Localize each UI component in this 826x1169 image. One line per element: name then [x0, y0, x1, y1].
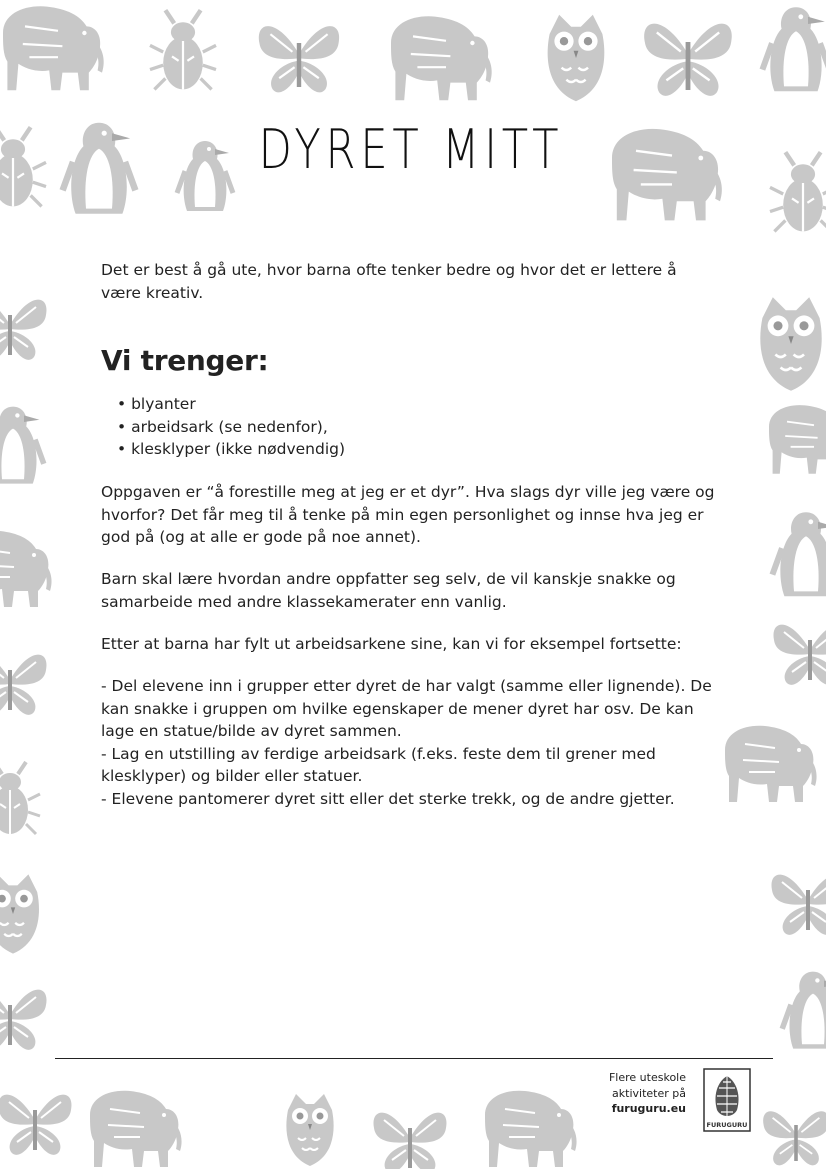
elephant-icon — [769, 405, 826, 474]
butterfly-icon — [259, 26, 339, 92]
elephant-icon — [0, 531, 52, 607]
footer-divider — [55, 1058, 773, 1059]
elephant-icon — [391, 16, 492, 100]
penguin-icon — [0, 407, 44, 484]
penguin-icon — [63, 123, 136, 214]
butterfly-icon — [0, 300, 47, 360]
beetle-icon — [770, 152, 826, 231]
activity-item: - Elevene pantomerer dyret sitt eller det sterke trekk, og de andre gjetter. — [101, 789, 675, 808]
elephant-icon — [725, 726, 817, 802]
elephant-icon — [3, 6, 104, 90]
butterfly-icon — [644, 24, 732, 96]
list-item: • arbeidsark (se nedenfor), — [117, 416, 345, 439]
footer-text — [560, 1070, 686, 1117]
beetle-icon — [150, 10, 216, 89]
needs-heading: Vi trenger: — [101, 344, 269, 377]
beetle-icon — [0, 127, 46, 206]
activities-block — [101, 675, 721, 810]
owl-icon — [548, 15, 605, 101]
penguin-icon — [782, 972, 826, 1049]
activity-item: - Lag en utstilling av ferdige arbeidsark (f.eks. feste dem til grener med klesklyper) og bilder eller statuer. — [101, 744, 656, 785]
owl-icon — [286, 1094, 333, 1166]
penguin-icon — [762, 7, 826, 91]
elephant-icon — [90, 1091, 182, 1167]
page-title: DYRET MITT — [258, 118, 564, 181]
needs-list — [117, 393, 345, 461]
butterfly-icon — [0, 990, 47, 1050]
logo-wordmark: FURUGURU — [706, 1121, 748, 1129]
continue-paragraph: Etter at barna har fylt ut arbeidsarkene sine, kan vi for eksempel fortsette: — [101, 635, 682, 653]
footer-line-2: aktiviteter på — [612, 1086, 686, 1100]
intro-paragraph: Det er best å gå ute, hvor barna ofte tenker bedre og hvor det er lettere å være kreativ. — [101, 261, 677, 302]
list-item: • blyanter — [117, 393, 345, 416]
activity-item: - Del elevene inn i grupper etter dyret de har valgt (samme eller lignende). De kan snakke i gruppen om hvilke egenskaper de mener dyret har osv. De kan lage en statue/bilde av dyret sammen. — [101, 677, 712, 740]
butterfly-icon — [0, 1095, 72, 1155]
owl-icon — [0, 874, 39, 953]
owl-icon — [760, 297, 821, 391]
penguin-icon — [772, 512, 826, 596]
task-paragraph: Oppgaven er “å forestille meg at jeg er et dyr”. Hva slags dyr ville jeg være og hvorfor? Det får meg til å tenke på min egen personlighet og innse hva jeg er god på (og at alle er gode på noe annet). — [101, 483, 715, 546]
learning-paragraph: Barn skal lære hvordan andre oppfatter seg selv, de vil kanskje snakke og samarbeide med andre klassekamerater enn vanlig. — [101, 570, 676, 611]
footer-line-1: Flere uteskole — [608, 1071, 686, 1084]
list-item: • klesklyper (ikke nødvendig) — [117, 438, 345, 461]
furuguru-logo — [703, 1068, 751, 1132]
butterfly-icon — [373, 1113, 446, 1169]
butterfly-icon — [771, 875, 826, 935]
butterfly-icon — [0, 655, 47, 715]
butterfly-icon — [773, 625, 826, 685]
beetle-icon — [0, 762, 40, 834]
butterfly-icon — [763, 1111, 826, 1165]
footer-link[interactable]: furuguru.eu — [611, 1102, 686, 1115]
